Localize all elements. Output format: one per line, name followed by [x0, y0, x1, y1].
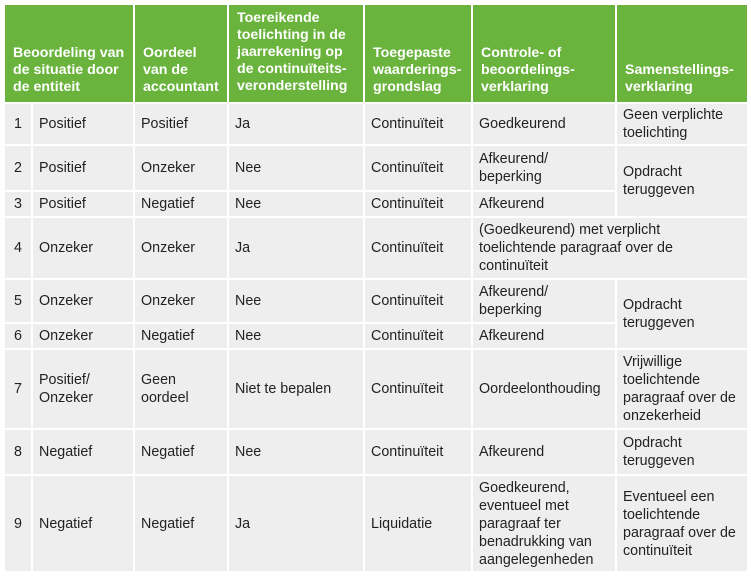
cell-toelichting: Nee: [229, 324, 363, 348]
cell-toelichting: Nee: [229, 430, 363, 474]
header-toelichting: Toereikende toelichting in de jaarrekening op de continuïteits-veronderstelling: [229, 5, 363, 102]
row-number: 1: [5, 104, 31, 144]
cell-samenstelling: Geen verplichte toelichting: [617, 104, 747, 144]
cell-beoordeling: Onzeker: [33, 280, 133, 322]
cell-verklaring: Goedkeurend, eventueel met paragraaf ter benadrukking van aangelegenheden: [473, 476, 615, 571]
cell-toelichting: Nee: [229, 146, 363, 190]
cell-toelichting: Nee: [229, 192, 363, 216]
cell-grondslag: Liquidatie: [365, 476, 471, 571]
cell-toelichting: Nee: [229, 280, 363, 322]
cell-beoordeling: Negatief: [33, 476, 133, 571]
cell-beoordeling: Positief/ Onzeker: [33, 350, 133, 428]
cell-samenstelling: Vrijwillige toelichtende paragraaf over de onzekerheid: [617, 350, 747, 428]
row-number: 8: [5, 430, 31, 474]
cell-beoordeling: Negatief: [33, 430, 133, 474]
cell-verklaring: Goedkeurend: [473, 104, 615, 144]
cell-oordeel: Positief: [135, 104, 227, 144]
row-number: 9: [5, 476, 31, 571]
row-number: 3: [5, 192, 31, 216]
cell-oordeel: Onzeker: [135, 218, 227, 278]
row-number: 4: [5, 218, 31, 278]
cell-oordeel: Negatief: [135, 430, 227, 474]
cell-oordeel: Negatief: [135, 476, 227, 571]
cell-oordeel: Negatief: [135, 192, 227, 216]
cell-toelichting: Niet te bepalen: [229, 350, 363, 428]
cell-verklaring: Afkeurend/ beperking: [473, 146, 615, 190]
cell-grondslag: Continuïteit: [365, 218, 471, 278]
cell-grondslag: Continuïteit: [365, 324, 471, 348]
cell-samenstelling: Opdracht teruggeven: [617, 280, 747, 348]
cell-samenstelling: Opdracht teruggeven: [617, 146, 747, 216]
cell-grondslag: Continuïteit: [365, 350, 471, 428]
cell-beoordeling: Onzeker: [33, 324, 133, 348]
row-number: 5: [5, 280, 31, 322]
header-grondslag: Toegepaste waarderings-grondslag: [365, 5, 471, 102]
cell-verklaring: Afkeurend: [473, 324, 615, 348]
row-number: 6: [5, 324, 31, 348]
cell-oordeel: Onzeker: [135, 146, 227, 190]
cell-beoordeling: Positief: [33, 146, 133, 190]
cell-grondslag: Continuïteit: [365, 104, 471, 144]
cell-samenstelling: Opdracht teruggeven: [617, 430, 747, 474]
cell-verklaring: (Goedkeurend) met verplicht toelichtende paragraaf over de continuïteit: [473, 218, 747, 278]
cell-oordeel: Geen oordeel: [135, 350, 227, 428]
cell-grondslag: Continuïteit: [365, 280, 471, 322]
cell-verklaring: Afkeurend/ beperking: [473, 280, 615, 322]
cell-beoordeling: Onzeker: [33, 218, 133, 278]
cell-toelichting: Ja: [229, 104, 363, 144]
header-verklaring: Controle- of beoordelings-verklaring: [473, 5, 615, 102]
row-number: 2: [5, 146, 31, 190]
cell-grondslag: Continuïteit: [365, 430, 471, 474]
cell-samenstelling: Eventueel een toelichtende paragraaf over de continuïteit: [617, 476, 747, 571]
header-oordeel: Oordeel van de accountant: [135, 5, 227, 102]
header-beoordeling: Beoordeling van de situatie door de entiteit: [5, 5, 133, 102]
cell-grondslag: Continuïteit: [365, 146, 471, 190]
cell-beoordeling: Positief: [33, 104, 133, 144]
cell-oordeel: Onzeker: [135, 280, 227, 322]
cell-toelichting: Ja: [229, 476, 363, 571]
cell-verklaring: Afkeurend: [473, 192, 615, 216]
cell-oordeel: Negatief: [135, 324, 227, 348]
row-number: 7: [5, 350, 31, 428]
header-samenstelling: Samenstellings-verklaring: [617, 5, 747, 102]
cell-verklaring: Oordeelonthouding: [473, 350, 615, 428]
cell-verklaring: Afkeurend: [473, 430, 615, 474]
cell-beoordeling: Positief: [33, 192, 133, 216]
cell-toelichting: Ja: [229, 218, 363, 278]
cell-grondslag: Continuïteit: [365, 192, 471, 216]
